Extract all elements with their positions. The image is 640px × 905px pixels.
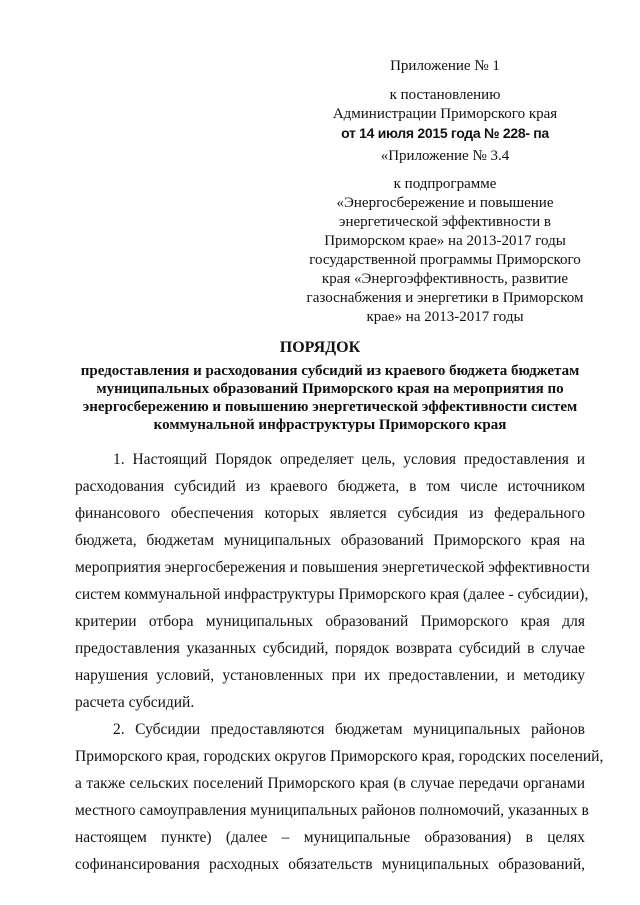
- paragraph-2-line-1: Приморского края, городских округов Приморского края, городских поселений,: [75, 748, 604, 765]
- nested-appendix-line-2: «Энергосбережение и повышение: [336, 195, 554, 211]
- paragraph-1-line-9: расчета субсидий.: [75, 694, 195, 711]
- nested-appendix-line-5: государственной программы Приморского: [309, 252, 581, 268]
- appendix-header: [300, 57, 590, 143]
- paragraph-2-line-4: настоящем пункте) (далее – муниципальные образования) в целях: [75, 829, 585, 846]
- paragraph-1-line-8: нарушения условий, установленных при их предоставлении, и методику: [75, 667, 585, 684]
- paragraph-1-line-1: расходования субсидий из краевого бюджета, в том числе источником: [75, 478, 585, 495]
- nested-appendix-line-1: к подпрограмме: [393, 176, 497, 192]
- nested-appendix-line-3: энергетической эффективности в: [339, 214, 551, 230]
- subtitle-line-0: предоставления и расходования субсидий из краевого бюджета бюджетам: [80, 363, 580, 379]
- paragraph-1-line-0: 1. Настоящий Порядок определяет цель, условия предоставления и: [113, 451, 585, 468]
- appendix-line-2: к постановлению: [389, 87, 501, 103]
- paragraph-1-line-3: бюджета, бюджетам муниципальных образований Приморского края на: [75, 532, 585, 549]
- subtitle-line-1: муниципальных образований Приморского края на мероприятия по: [96, 381, 564, 397]
- paragraph-1-line-6: критерии отбора муниципальных образований Приморского края для: [75, 613, 585, 630]
- paragraph-1-line-4: мероприятия энергосбережения и повышения энергетической эффективности: [75, 559, 590, 576]
- subtitle-line-2: энергосбережению и повышению энергетической эффективности систем: [82, 399, 578, 415]
- paragraph-2-line-2: а также сельских поселений Приморского края (в случае передачи органами: [75, 775, 585, 792]
- paragraph-2-line-3: местного самоуправления муниципальных районов полномочий, указанных в: [75, 802, 589, 819]
- nested-appendix-line-6: края «Энергоэффективность, развитие: [321, 271, 569, 287]
- paragraph-1-line-2: финансового обеспечения которых является субсидия из федерального: [75, 505, 585, 522]
- subtitle-line-3: коммунальной инфраструктуры Приморского края: [153, 417, 507, 433]
- nested-appendix-line-8: крае» на 2013-2017 годы: [366, 309, 524, 325]
- appendix-date: от 14 июля 2015 года № 228- па: [341, 125, 549, 141]
- nested-appendix: [300, 147, 590, 327]
- paragraph-1-line-5: систем коммунальной инфраструктуры Приморского края (далее - субсидии),: [75, 586, 589, 603]
- paragraph-2: [75, 716, 604, 878]
- paragraph-2-line-5: софинансирования расходных обязательств муниципальных образований,: [75, 856, 585, 873]
- paragraph-2-line-0: 2. Субсидии предоставляются бюджетам муниципальных районов: [113, 721, 585, 738]
- nested-appendix-line-0: «Приложение № 3.4: [380, 148, 510, 164]
- nested-appendix-line-4: Приморском крае» на 2013-2017 годы: [324, 233, 566, 249]
- document-title: ПОРЯДОК: [279, 339, 361, 356]
- appendix-title: Приложение № 1: [390, 58, 500, 74]
- nested-appendix-line-7: газоснабжения и энергетики в Приморском: [306, 290, 584, 306]
- appendix-line-3: Администрации Приморского края: [332, 106, 558, 122]
- paragraph-1-line-7: предоставления указанных субсидий, порядок возврата субсидий в случае: [75, 640, 585, 657]
- document-subtitle: [70, 362, 590, 434]
- paragraph-1: [75, 446, 590, 716]
